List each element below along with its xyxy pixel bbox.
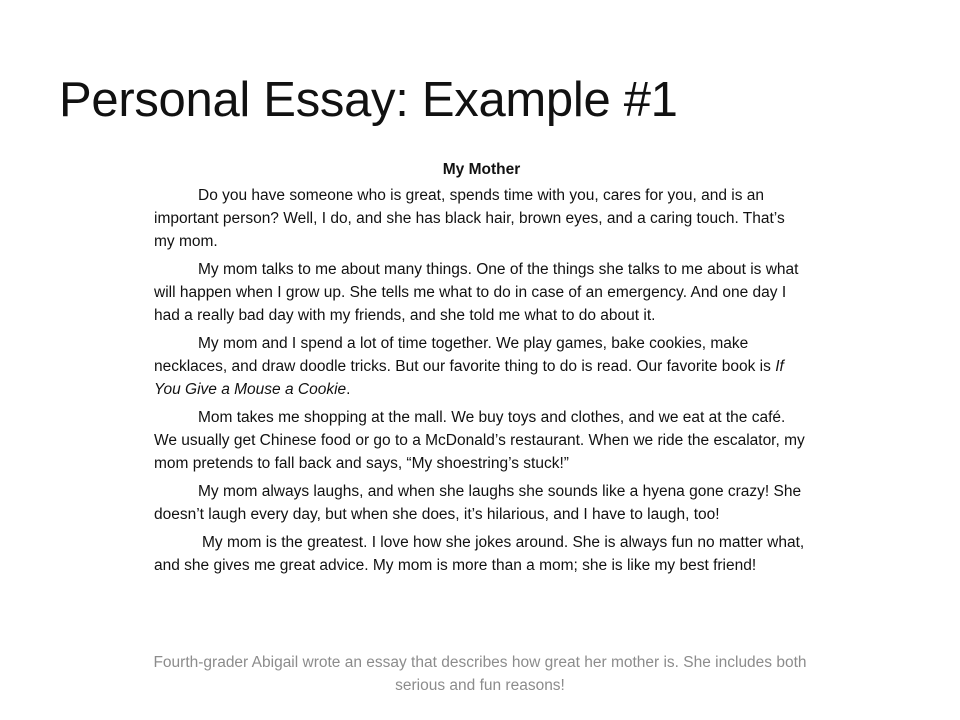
book-title: If You Give a Mouse a Cookie xyxy=(154,358,784,398)
essay-paragraph-6: My mom is the greatest. I love how she jokes around. She is always fun no matter what, and she gives me great advice. My mom is more than a mom; she is like my best friend! xyxy=(154,534,805,574)
essay-paragraph-3 xyxy=(154,332,809,401)
essay-paragraph-5: My mom always laughs, and when she laughs she sounds like a hyena gone crazy! She doesn’t laugh every day, but when she does, it’s hilarious, and I have to laugh, too! xyxy=(154,483,802,523)
essay-paragraph-2: My mom talks to me about many things. One of the things she talks to me about is what will happen when I grow up. She tells me what to do in case of an emergency. And one day I had a really bad day with my friends, and she told me what to do about it. xyxy=(154,261,799,324)
essay-paragraph-4: Mom takes me shopping at the mall. We buy toys and clothes, and we eat at the café. We usually get Chinese food or go to a McDonald’s restaurant. When we ride the escalator, my mom pretends to fall back and says, “My shoestring’s stuck!” xyxy=(154,409,805,472)
essay-body xyxy=(154,158,809,582)
essay-paragraph-3-end: . xyxy=(346,381,351,398)
slide-title: Personal Essay: Example #1 xyxy=(59,73,678,127)
essay-paragraph-1: Do you have someone who is great, spends time with you, cares for you, and is an important person? Well, I do, and she has black hair, brown eyes, and a caring touch. That’s my mom. xyxy=(154,187,785,250)
slide-caption: Fourth-grader Abigail wrote an essay that describes how great her mother is. She includes both serious and fun reasons! xyxy=(153,654,807,694)
essay-heading: My Mother xyxy=(442,161,521,178)
essay-paragraph-3-text: My mom and I spend a lot of time together. We play games, bake cookies, make necklaces, and draw doodle tricks. But our favorite thing to do is read. Our favorite book is xyxy=(154,335,776,375)
